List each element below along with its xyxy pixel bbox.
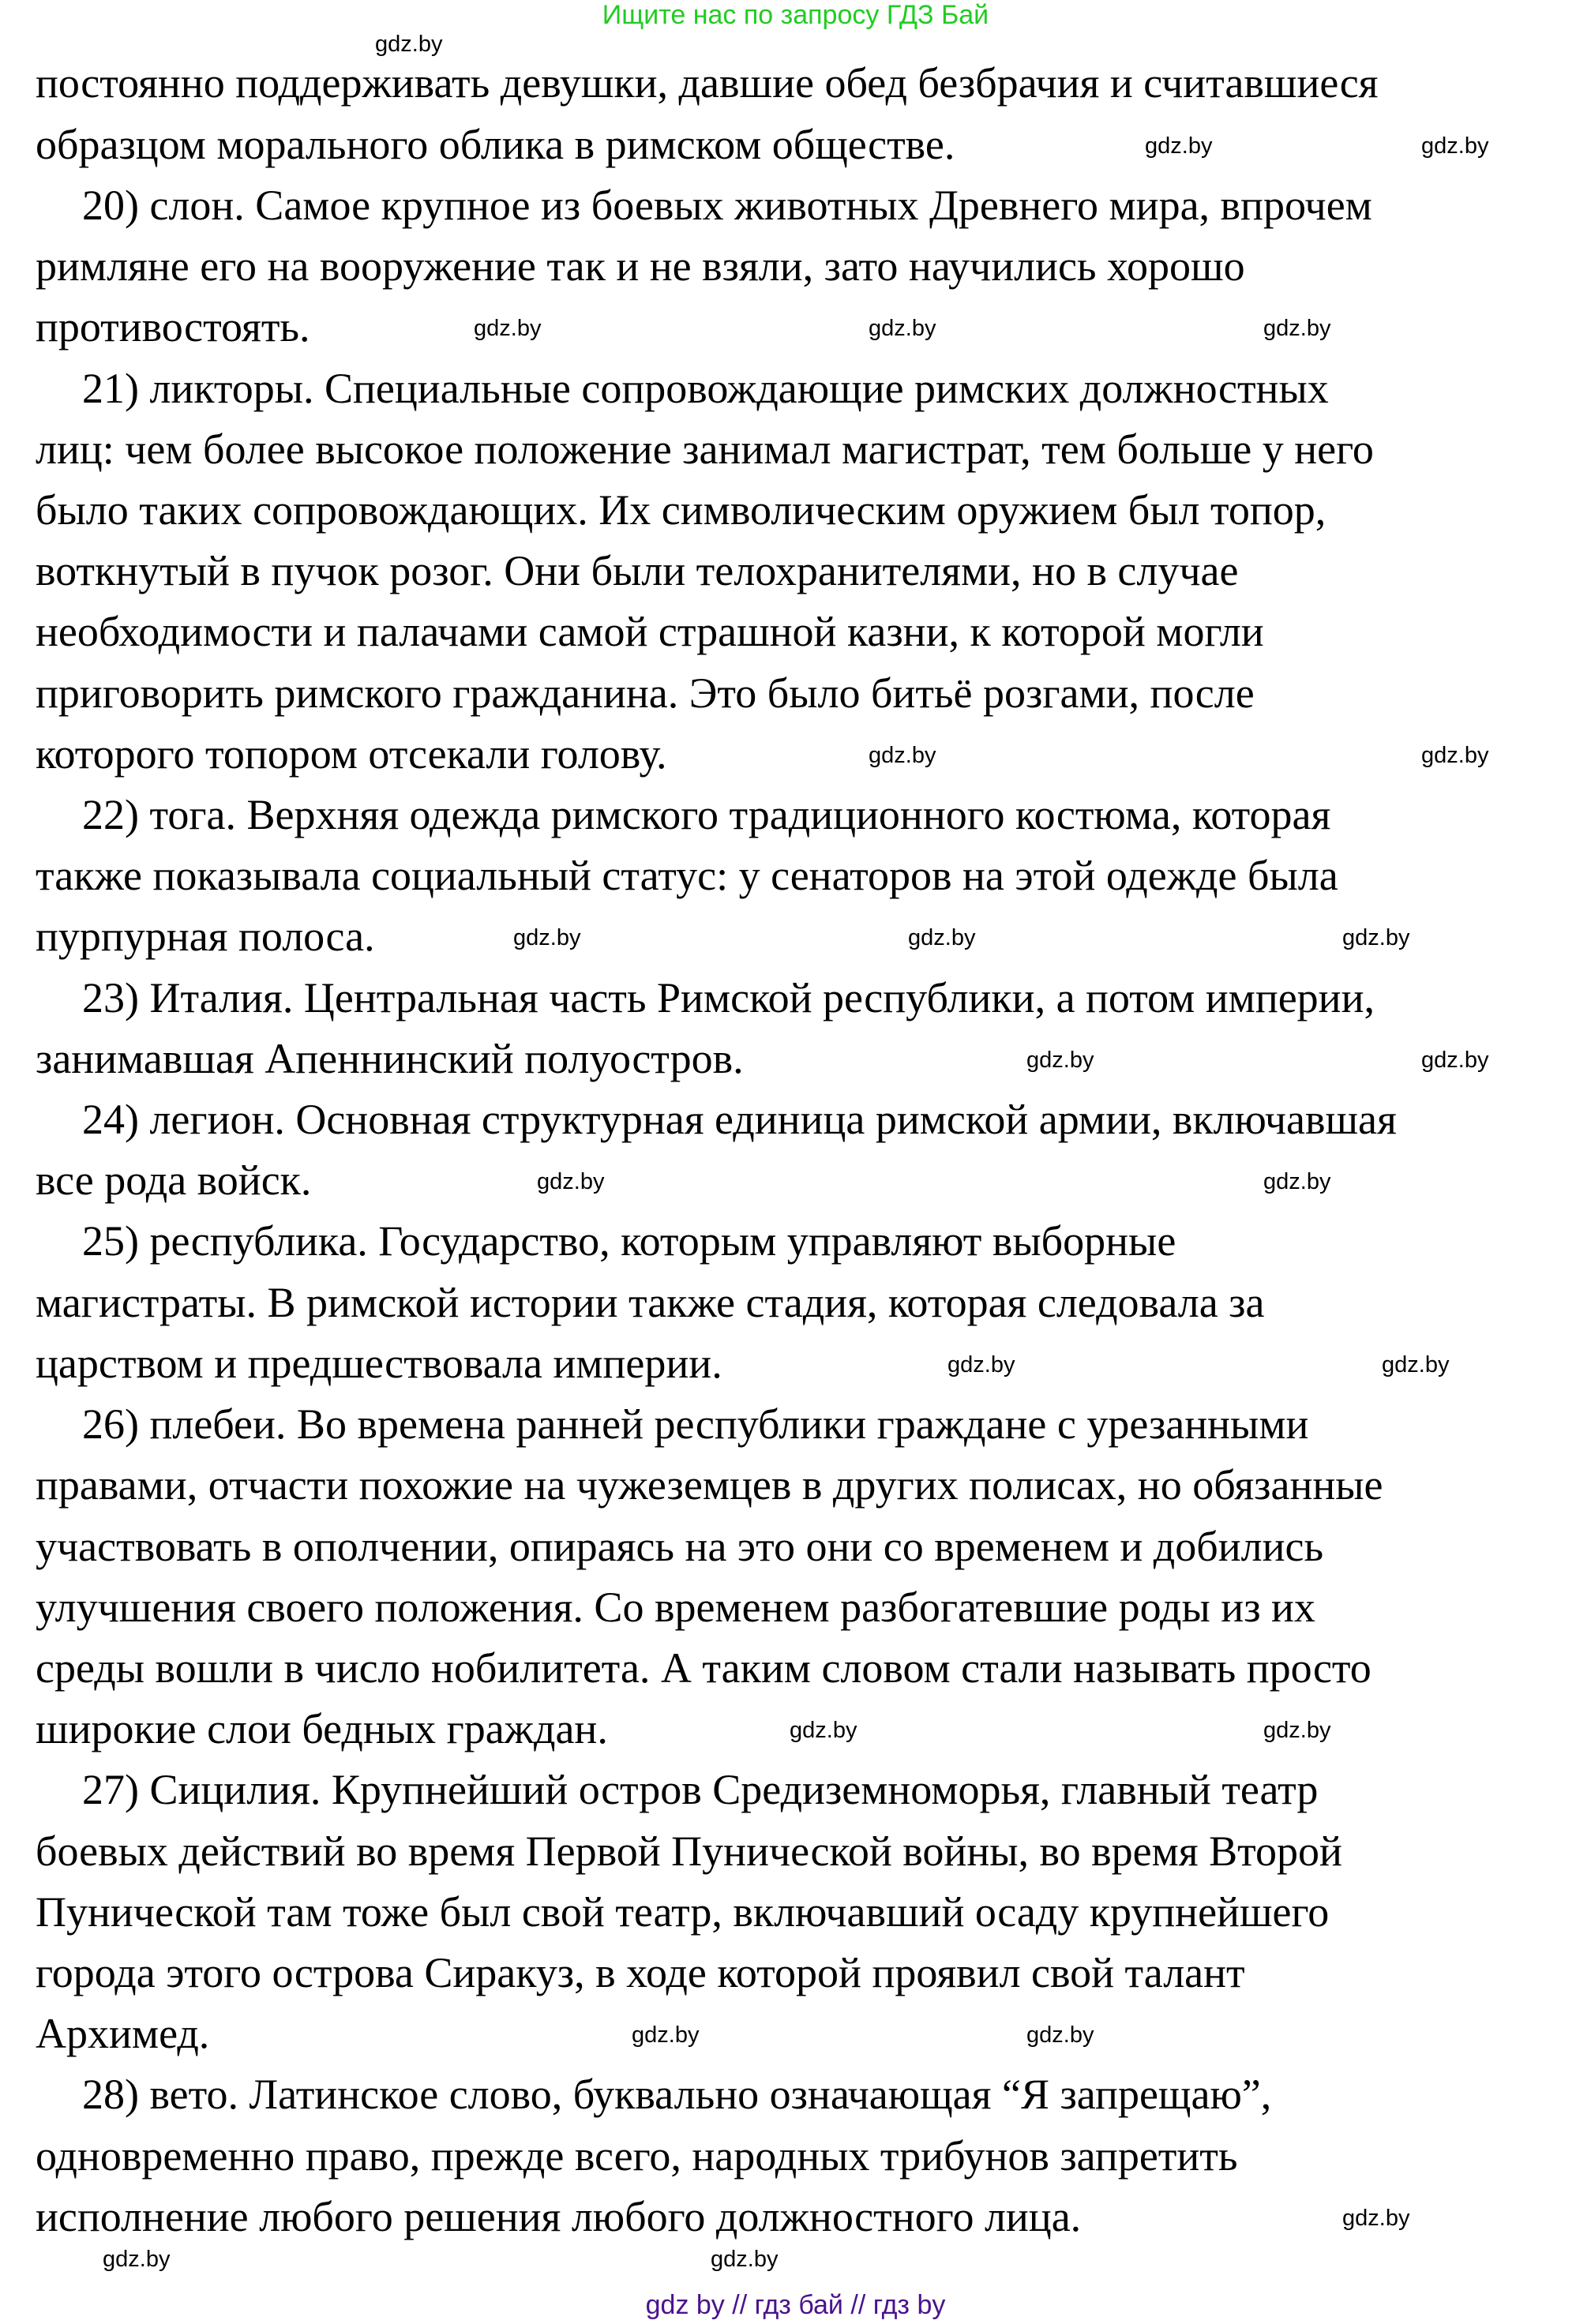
text-line: приговорить римского гражданина. Это было битьё розгами, после — [36, 669, 1255, 717]
watermark: gdz.by — [1421, 133, 1489, 159]
text-line: необходимости и палачами самой страшной казни, к которой могли — [36, 608, 1264, 656]
watermark: gdz.by — [1263, 1718, 1331, 1744]
text-line: Пунической там тоже был свой театр, включавший осаду крупнейшего — [36, 1887, 1330, 1936]
watermark: gdz.by — [1145, 133, 1213, 159]
watermark: gdz.by — [947, 1351, 1015, 1378]
watermark: gdz.by — [869, 316, 936, 342]
glossary-entry-start-line: 21) ликторы. Специальные сопровождающие римских должностных — [82, 364, 1329, 412]
glossary-entry-start-line: 23) Италия. Центральная часть Римской республики, а потом империи, — [82, 973, 1375, 1021]
glossary-entry-start-line: 27) Сицилия. Крупнейший остров Средиземноморья, главный театр — [82, 1766, 1319, 1814]
watermark: gdz.by — [103, 2246, 171, 2272]
site-footer-links[interactable]: gdz by // гдз бай // гдз by — [645, 2290, 946, 2320]
text-line: улучшения своего положения. Со временем разбогатевшие роды из их — [36, 1583, 1315, 1631]
watermark: gdz.by — [1382, 1351, 1450, 1378]
watermark: gdz.by — [474, 316, 542, 342]
text-line: также показывала социальный статус: у сенаторов на этой одежде была — [36, 852, 1338, 900]
text-line: постоянно поддерживать девушки, давшие обед безбрачия и считавшиеся — [36, 59, 1379, 107]
watermark: gdz.by — [1263, 316, 1331, 342]
text-line: магистраты. В римской истории также стадия, которая следовала за — [36, 1278, 1265, 1326]
text-line: города этого острова Сиракуз, в ходе которой проявил свой талант — [36, 1948, 1245, 1996]
text-line: исполнение любого решения любого должностного лица. — [36, 2192, 1082, 2240]
text-line: образцом морального облика в римском обществе. — [36, 120, 955, 168]
text-line: пурпурная полоса. — [36, 913, 375, 961]
watermark: gdz.by — [790, 1718, 857, 1744]
watermark: gdz.by — [1342, 925, 1410, 951]
text-line: одновременно право, прежде всего, народных трибунов запретить — [36, 2131, 1238, 2180]
glossary-entry-start-line: 24) легион. Основная структурная единица римской армии, включавшая — [82, 1096, 1397, 1144]
watermark: gdz.by — [1263, 1169, 1331, 1195]
watermark: gdz.by — [869, 742, 936, 768]
text-line: среды вошли в число нобилитета. А таким словом стали называть просто — [36, 1644, 1371, 1692]
text-line: противостоять. — [36, 303, 310, 351]
watermark: gdz.by — [632, 2022, 700, 2048]
glossary-entry-start-line: 26) плебеи. Во времена ранней республики граждане с урезанными — [82, 1400, 1309, 1449]
text-line: воткнутый в пучок розог. Они были телохранителями, но в случае — [36, 547, 1239, 595]
text-line: царством и предшествовала империи. — [36, 1339, 722, 1387]
watermark: gdz.by — [1421, 742, 1489, 768]
glossary-entry-start-line: 28) вето. Латинское слово, буквально означающая “Я запрещаю”, — [82, 2071, 1272, 2119]
text-line: которого топором отсекали голову. — [36, 729, 667, 778]
text-line: занимавшая Апеннинский полуостров. — [36, 1034, 744, 1082]
text-line: широкие слои бедных граждан. — [36, 1705, 608, 1753]
watermark: gdz.by — [1026, 2022, 1094, 2048]
glossary-entry-start-line: 20) слон. Самое крупное из боевых животных Древнего мира, впрочем — [82, 181, 1372, 229]
watermark: gdz.by — [1342, 2205, 1410, 2231]
glossary-entry-start-line: 22) тога. Верхняя одежда римского традиционного костюма, которая — [82, 790, 1331, 838]
text-line: участвовать в ополчении, опираясь на это они со временем и добились — [36, 1522, 1324, 1570]
text-line: лиц: чем более высокое положение занимал магистрат, тем больше у него — [36, 425, 1374, 473]
text-line: Архимед. — [36, 2010, 210, 2058]
promo-header: Ищите нас по запросу ГДЗ Бай — [602, 0, 989, 30]
text-line: было таких сопровождающих. Их символическим оружием был топор, — [36, 485, 1326, 534]
text-line: правами, отчасти похожие на чужеземцев в других полисах, но обязанные — [36, 1461, 1383, 1509]
text-line: римляне его на вооружение так и не взяли, зато научились хорошо — [36, 242, 1245, 290]
text-line: все рода войск. — [36, 1156, 312, 1205]
glossary-entry-start-line: 25) республика. Государство, которым управляют выборные — [82, 1217, 1176, 1265]
watermark: gdz.by — [1026, 1047, 1094, 1073]
watermark: gdz.by — [513, 925, 581, 951]
watermark: gdz.by — [1421, 1047, 1489, 1073]
watermark: gdz.by — [537, 1169, 605, 1195]
watermark: gdz.by — [375, 32, 443, 57]
watermark: gdz.by — [711, 2246, 779, 2272]
watermark: gdz.by — [908, 925, 976, 951]
text-line: боевых действий во время Первой Пунической войны, во время Второй — [36, 1827, 1342, 1875]
